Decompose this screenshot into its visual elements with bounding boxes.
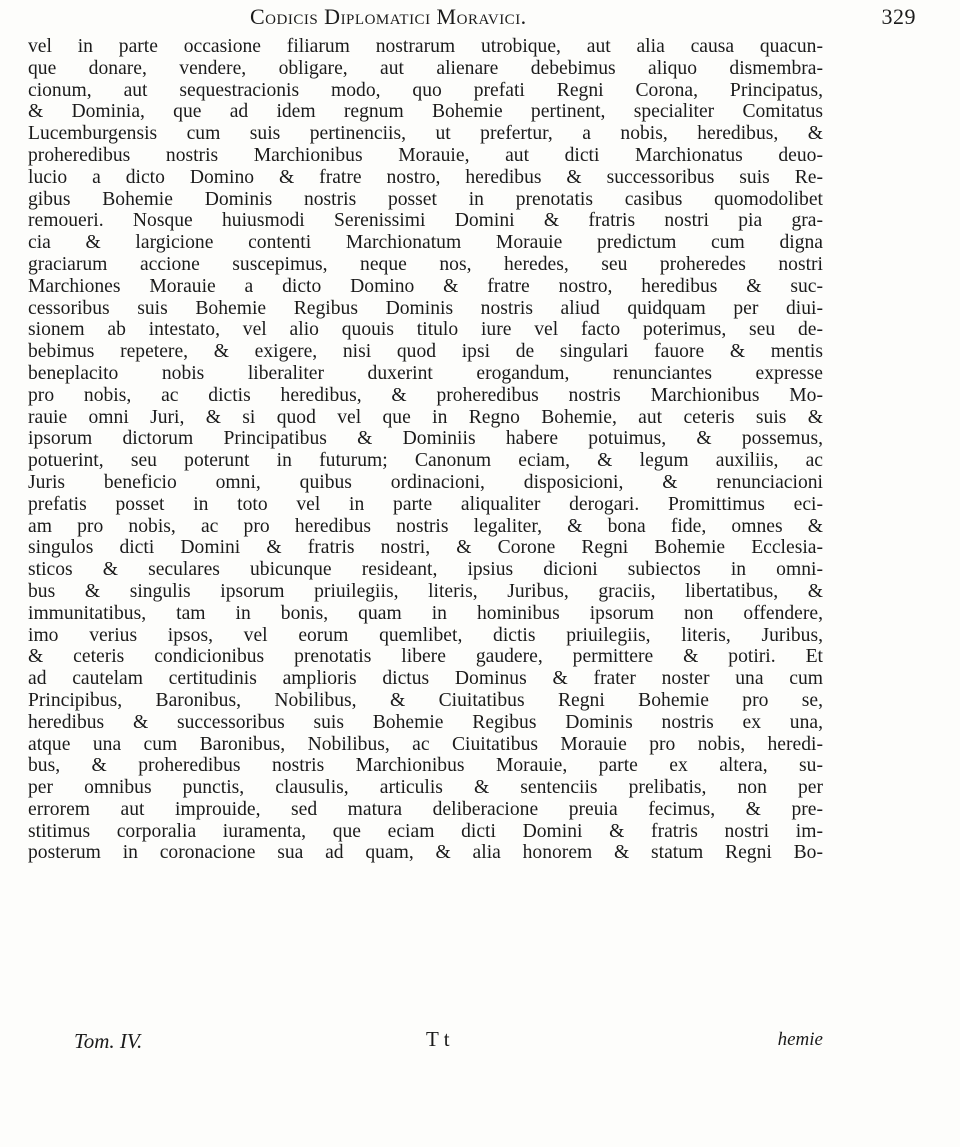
text-line: gibus Bohemie Dominis nostris posset in prenotatis casibus quomodolibet — [28, 188, 823, 210]
text-line: singulos dicti Domini & fratris nostri, & Corone Regni Bohemie Ecclesia- — [28, 537, 823, 559]
text-line: ad cautelam certitudinis amplioris dictus Dominus & frater noster una cum — [28, 668, 823, 690]
text-line: rauie omni Juri, & si quod vel que in Regno Bohemie, aut ceteris suis & — [28, 406, 823, 428]
text-line: Lucemburgensis cum suis pertinenciis, ut prefertur, a nobis, heredibus, & — [28, 123, 823, 145]
text-line: cia & largicione contenti Marchionatum Morauie predictum cum digna — [28, 232, 823, 254]
text-line: per omnibus punctis, clausulis, articulis & sentenciis prelibatis, non per — [28, 777, 823, 799]
text-line: posterum in coronacione sua ad quam, & alia honorem & statum Regni Bo- — [28, 842, 823, 864]
text-line: atque una cum Baronibus, Nobilibus, ac Ciuitatibus Morauie pro nobis, heredi- — [28, 733, 823, 755]
page-number: 329 — [881, 4, 916, 29]
catchword: hemie — [777, 1029, 823, 1050]
body-text — [28, 36, 823, 864]
text-line: Juris beneficio omni, quibus ordinacioni, disposicioni, & renunciacioni — [28, 471, 823, 493]
text-line: sticos & seculares ubicunque resideant, ipsius dicioni subiectos in omni- — [28, 559, 823, 581]
text-line: bus & singulis ipsorum priuilegiis, literis, Juribus, graciis, libertatibus, & — [28, 580, 823, 602]
text-line: remoueri. Nosque huiusmodi Serenissimi Domini & fratris nostri pia gra- — [28, 210, 823, 232]
text-line: pro nobis, ac dictis heredibus, & proheredibus nostris Marchionibus Mo- — [28, 384, 823, 406]
text-line: bebimus repetere, & exigere, nisi quod ipsi de singulari fauore & mentis — [28, 341, 823, 363]
text-line: & Dominia, que ad idem regnum Bohemie pertinent, specialiter Comitatus — [28, 101, 823, 123]
text-line: ipsorum dictorum Principatibus & Dominiis habere potuimus, & possemus, — [28, 428, 823, 450]
page-footer — [28, 1023, 823, 1053]
text-line: vel in parte occasione filiarum nostrarum utrobique, aut alia causa quacun- — [28, 36, 823, 57]
volume-mark: Tom. IV. — [74, 1029, 143, 1053]
text-line: cessoribus suis Bohemie Regibus Dominis nostris aliud quidquam per diui- — [28, 297, 823, 319]
signature-mark: T t — [426, 1027, 450, 1051]
text-line: immunitatibus, tam in bonis, quam in hominibus ipsorum non offendere, — [28, 602, 823, 624]
text-line: proheredibus nostris Marchionibus Morauie, aut dicti Marchionatus deuo- — [28, 144, 823, 166]
text-line: bus, & proheredibus nostris Marchionibus Morauie, parte ex altera, su- — [28, 755, 823, 777]
text-line: que donare, vendere, obligare, aut alienare debebimus aliquo dismembra- — [28, 57, 823, 79]
text-line: heredibus & successoribus suis Bohemie Regibus Dominis nostris ex una, — [28, 711, 823, 733]
page-header — [250, 0, 930, 32]
text-line: sionem ab intestato, vel alio quouis titulo iure vel facto poterimus, seu de- — [28, 319, 823, 341]
text-line: imo verius ipsos, vel eorum quemlibet, dictis priuilegiis, literis, Juribus, — [28, 624, 823, 646]
text-line: graciarum accione suscepimus, neque nos, heredes, seu proheredes nostri — [28, 253, 823, 275]
text-line: am pro nobis, ac pro heredibus nostris legaliter, & bona fide, omnes & — [28, 515, 823, 537]
text-line: Marchiones Morauie a dicto Domino & fratre nostro, heredibus & suc- — [28, 275, 823, 297]
running-head: Codicis Diplomatici Moravici. — [250, 4, 527, 29]
text-line: stitimus corporalia iuramenta, que eciam dicti Domini & fratris nostri im- — [28, 820, 823, 842]
text-line: potuerint, seu poterunt in futurum; Canonum eciam, & legum auxiliis, ac — [28, 450, 823, 472]
text-line: lucio a dicto Domino & fratre nostro, heredibus & successoribus suis Re- — [28, 166, 823, 188]
text-line: prefatis posset in toto vel in parte aliqualiter derogari. Promittimus eci- — [28, 493, 823, 515]
text-line: & ceteris condicionibus prenotatis libere gaudere, permittere & potiri. Et — [28, 646, 823, 668]
text-line: beneplacito nobis liberaliter duxerint erogandum, renunciantes expresse — [28, 362, 823, 384]
text-line: cionum, aut sequestracionis modo, quo prefati Regni Corona, Principatus, — [28, 79, 823, 101]
text-line: Principibus, Baronibus, Nobilibus, & Ciuitatibus Regni Bohemie pro se, — [28, 689, 823, 711]
text-line: errorem aut improuide, sed matura deliberacione preuia fecimus, & pre- — [28, 798, 823, 820]
